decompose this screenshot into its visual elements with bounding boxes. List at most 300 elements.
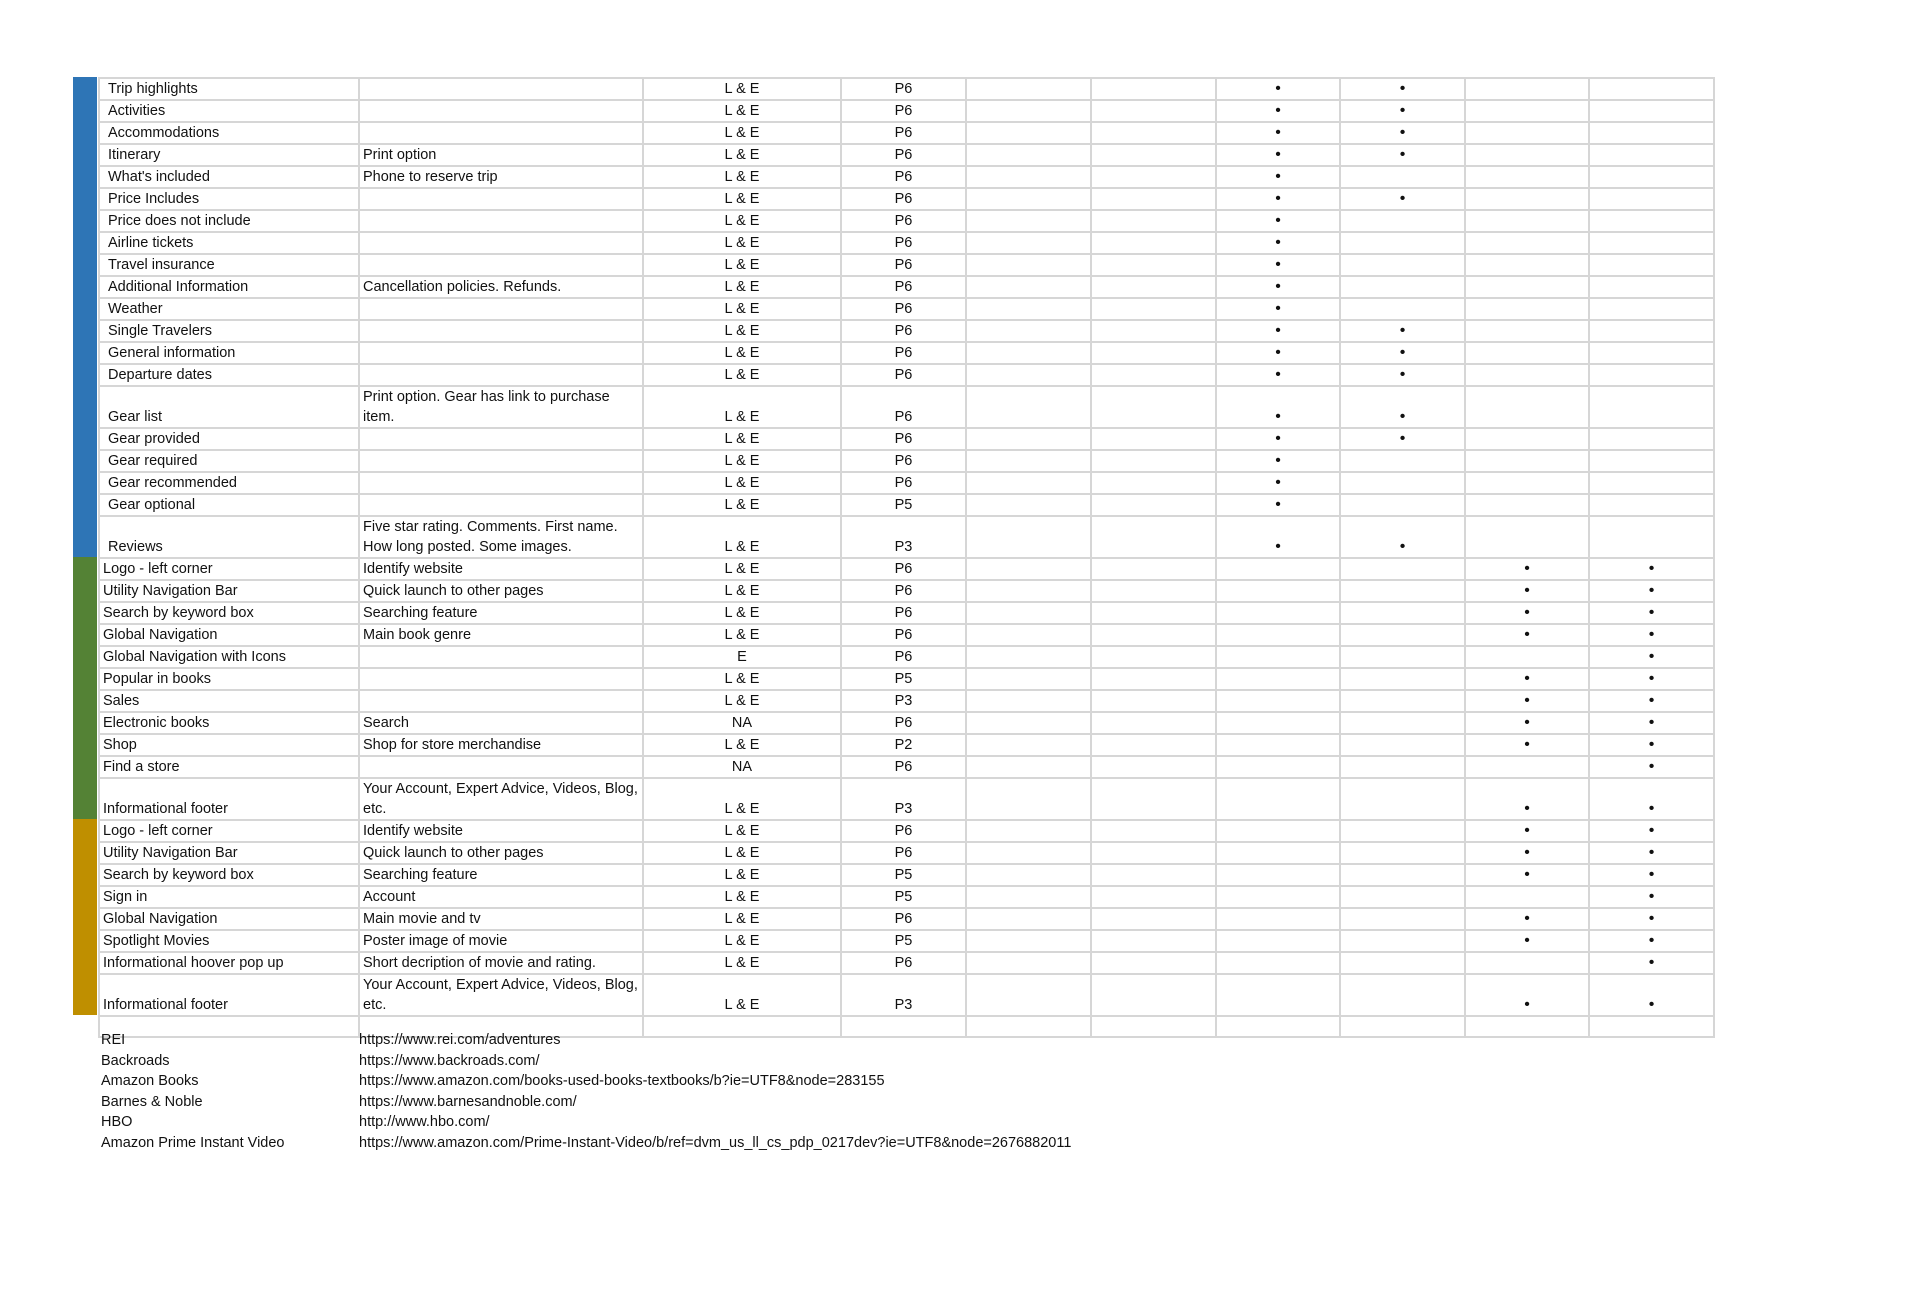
- mark-cell[interactable]: [1091, 100, 1216, 122]
- mark-cell[interactable]: [966, 756, 1091, 778]
- mark-cell[interactable]: [1465, 144, 1589, 166]
- mark-cell[interactable]: [1589, 494, 1714, 516]
- mark-cell[interactable]: [1091, 188, 1216, 210]
- mark-cell[interactable]: [966, 580, 1091, 602]
- type-cell[interactable]: L & E: [643, 690, 841, 712]
- priority-cell[interactable]: P6: [841, 386, 966, 428]
- mark-cell[interactable]: [1091, 472, 1216, 494]
- reference-url[interactable]: http://www.hbo.com/: [359, 1114, 490, 1130]
- mark-cell[interactable]: •: [1465, 580, 1589, 602]
- mark-cell[interactable]: [1465, 232, 1589, 254]
- description-cell[interactable]: Identify website: [359, 820, 643, 842]
- mark-cell[interactable]: [966, 276, 1091, 298]
- feature-cell[interactable]: Informational hoover pop up: [99, 952, 359, 974]
- type-cell[interactable]: L & E: [643, 668, 841, 690]
- priority-cell[interactable]: P6: [841, 188, 966, 210]
- mark-cell[interactable]: [1091, 820, 1216, 842]
- priority-cell[interactable]: P5: [841, 494, 966, 516]
- mark-cell[interactable]: [966, 820, 1091, 842]
- mark-cell[interactable]: •: [1465, 624, 1589, 646]
- description-cell[interactable]: [359, 320, 643, 342]
- mark-cell[interactable]: [966, 386, 1091, 428]
- priority-cell[interactable]: P6: [841, 276, 966, 298]
- priority-cell[interactable]: P6: [841, 450, 966, 472]
- priority-cell[interactable]: P6: [841, 952, 966, 974]
- description-cell[interactable]: Account: [359, 886, 643, 908]
- mark-cell[interactable]: [966, 210, 1091, 232]
- mark-cell[interactable]: •: [1216, 320, 1340, 342]
- reference-url[interactable]: https://www.barnesandnoble.com/: [359, 1093, 577, 1110]
- feature-cell[interactable]: Gear list: [99, 386, 359, 428]
- feature-cell[interactable]: Shop: [99, 734, 359, 756]
- mark-cell[interactable]: [1589, 78, 1714, 100]
- mark-cell[interactable]: [1091, 624, 1216, 646]
- mark-cell[interactable]: [1465, 364, 1589, 386]
- mark-cell[interactable]: [966, 624, 1091, 646]
- mark-cell[interactable]: [1091, 494, 1216, 516]
- mark-cell[interactable]: •: [1589, 930, 1714, 952]
- description-cell[interactable]: [359, 298, 643, 320]
- mark-cell[interactable]: [1091, 734, 1216, 756]
- priority-cell[interactable]: P6: [841, 342, 966, 364]
- mark-cell[interactable]: [1340, 166, 1465, 188]
- description-cell[interactable]: [359, 450, 643, 472]
- priority-cell[interactable]: P6: [841, 298, 966, 320]
- mark-cell[interactable]: [1465, 756, 1589, 778]
- mark-cell[interactable]: [1216, 712, 1340, 734]
- mark-cell[interactable]: [1216, 756, 1340, 778]
- mark-cell[interactable]: [1216, 690, 1340, 712]
- priority-cell[interactable]: P3: [841, 690, 966, 712]
- type-cell[interactable]: L & E: [643, 842, 841, 864]
- mark-cell[interactable]: •: [1340, 78, 1465, 100]
- mark-cell[interactable]: [1465, 386, 1589, 428]
- mark-cell[interactable]: [1091, 320, 1216, 342]
- priority-cell[interactable]: P5: [841, 668, 966, 690]
- mark-cell[interactable]: •: [1465, 602, 1589, 624]
- mark-cell[interactable]: [1091, 516, 1216, 558]
- mark-cell[interactable]: •: [1465, 908, 1589, 930]
- description-cell[interactable]: [359, 646, 643, 668]
- mark-cell[interactable]: [1340, 232, 1465, 254]
- mark-cell[interactable]: [1340, 472, 1465, 494]
- description-cell[interactable]: [359, 668, 643, 690]
- mark-cell[interactable]: [966, 558, 1091, 580]
- mark-cell[interactable]: •: [1340, 320, 1465, 342]
- mark-cell[interactable]: [1091, 778, 1216, 820]
- mark-cell[interactable]: [1340, 624, 1465, 646]
- mark-cell[interactable]: [1340, 886, 1465, 908]
- description-cell[interactable]: Main book genre: [359, 624, 643, 646]
- mark-cell[interactable]: [1465, 516, 1589, 558]
- mark-cell[interactable]: •: [1216, 386, 1340, 428]
- mark-cell[interactable]: •: [1340, 364, 1465, 386]
- mark-cell[interactable]: •: [1216, 516, 1340, 558]
- type-cell[interactable]: L & E: [643, 428, 841, 450]
- type-cell[interactable]: L & E: [643, 386, 841, 428]
- mark-cell[interactable]: [1340, 842, 1465, 864]
- mark-cell[interactable]: •: [1216, 364, 1340, 386]
- description-cell[interactable]: Searching feature: [359, 602, 643, 624]
- priority-cell[interactable]: P6: [841, 428, 966, 450]
- mark-cell[interactable]: •: [1465, 778, 1589, 820]
- type-cell[interactable]: L & E: [643, 580, 841, 602]
- mark-cell[interactable]: [1216, 646, 1340, 668]
- mark-cell[interactable]: [1465, 100, 1589, 122]
- priority-cell[interactable]: P3: [841, 778, 966, 820]
- mark-cell[interactable]: [1091, 712, 1216, 734]
- mark-cell[interactable]: [1465, 298, 1589, 320]
- description-cell[interactable]: Quick launch to other pages: [359, 580, 643, 602]
- feature-cell[interactable]: Trip highlights: [99, 78, 359, 100]
- type-cell[interactable]: L & E: [643, 254, 841, 276]
- mark-cell[interactable]: [1340, 756, 1465, 778]
- mark-cell[interactable]: [1091, 450, 1216, 472]
- priority-cell[interactable]: P6: [841, 908, 966, 930]
- mark-cell[interactable]: [1465, 276, 1589, 298]
- mark-cell[interactable]: [1465, 320, 1589, 342]
- type-cell[interactable]: NA: [643, 756, 841, 778]
- mark-cell[interactable]: •: [1340, 342, 1465, 364]
- mark-cell[interactable]: [1340, 210, 1465, 232]
- mark-cell[interactable]: •: [1216, 450, 1340, 472]
- mark-cell[interactable]: [966, 188, 1091, 210]
- reference-url[interactable]: https://www.amazon.com/Prime-Instant-Video/b/ref=dvm_us_ll_cs_pdp_0217dev?ie=UTF8&node=2676882011: [359, 1134, 1072, 1151]
- type-cell[interactable]: L & E: [643, 298, 841, 320]
- mark-cell[interactable]: [1216, 558, 1340, 580]
- description-cell[interactable]: Shop for store merchandise: [359, 734, 643, 756]
- mark-cell[interactable]: [1091, 428, 1216, 450]
- description-cell[interactable]: Searching feature: [359, 864, 643, 886]
- mark-cell[interactable]: [966, 450, 1091, 472]
- mark-cell[interactable]: •: [1589, 734, 1714, 756]
- feature-cell[interactable]: Global Navigation with Icons: [99, 646, 359, 668]
- mark-cell[interactable]: [966, 100, 1091, 122]
- mark-cell[interactable]: •: [1589, 778, 1714, 820]
- feature-cell[interactable]: Global Navigation: [99, 624, 359, 646]
- priority-cell[interactable]: P6: [841, 712, 966, 734]
- mark-cell[interactable]: [966, 602, 1091, 624]
- type-cell[interactable]: L & E: [643, 778, 841, 820]
- type-cell[interactable]: L & E: [643, 166, 841, 188]
- mark-cell[interactable]: [966, 494, 1091, 516]
- mark-cell[interactable]: [1465, 254, 1589, 276]
- mark-cell[interactable]: [966, 428, 1091, 450]
- type-cell[interactable]: L & E: [643, 320, 841, 342]
- mark-cell[interactable]: •: [1216, 188, 1340, 210]
- mark-cell[interactable]: [1589, 1016, 1714, 1037]
- priority-cell[interactable]: P6: [841, 254, 966, 276]
- mark-cell[interactable]: [1216, 580, 1340, 602]
- mark-cell[interactable]: [1216, 908, 1340, 930]
- priority-cell[interactable]: P6: [841, 210, 966, 232]
- feature-cell[interactable]: Price does not include: [99, 210, 359, 232]
- mark-cell[interactable]: [1465, 646, 1589, 668]
- mark-cell[interactable]: •: [1589, 842, 1714, 864]
- mark-cell[interactable]: [1091, 646, 1216, 668]
- priority-cell[interactable]: P6: [841, 100, 966, 122]
- mark-cell[interactable]: [966, 668, 1091, 690]
- mark-cell[interactable]: [1340, 778, 1465, 820]
- description-cell[interactable]: [359, 756, 643, 778]
- priority-cell[interactable]: P6: [841, 602, 966, 624]
- mark-cell[interactable]: [966, 712, 1091, 734]
- mark-cell[interactable]: [1091, 864, 1216, 886]
- type-cell[interactable]: E: [643, 646, 841, 668]
- mark-cell[interactable]: •: [1589, 668, 1714, 690]
- description-cell[interactable]: [359, 494, 643, 516]
- type-cell[interactable]: L & E: [643, 886, 841, 908]
- description-cell[interactable]: Print option. Gear has link to purchase item.: [359, 386, 643, 428]
- type-cell[interactable]: L & E: [643, 364, 841, 386]
- mark-cell[interactable]: [1340, 298, 1465, 320]
- mark-cell[interactable]: [1589, 276, 1714, 298]
- mark-cell[interactable]: •: [1340, 188, 1465, 210]
- mark-cell[interactable]: •: [1340, 516, 1465, 558]
- mark-cell[interactable]: [1340, 690, 1465, 712]
- feature-cell[interactable]: Utility Navigation Bar: [99, 842, 359, 864]
- feature-cell[interactable]: Departure dates: [99, 364, 359, 386]
- description-cell[interactable]: [359, 100, 643, 122]
- feature-cell[interactable]: Popular in books: [99, 668, 359, 690]
- feature-cell[interactable]: Find a store: [99, 756, 359, 778]
- mark-cell[interactable]: [1589, 320, 1714, 342]
- mark-cell[interactable]: [966, 78, 1091, 100]
- type-cell[interactable]: L & E: [643, 122, 841, 144]
- mark-cell[interactable]: [966, 298, 1091, 320]
- mark-cell[interactable]: [966, 974, 1091, 1016]
- mark-cell[interactable]: [966, 734, 1091, 756]
- mark-cell[interactable]: [1340, 276, 1465, 298]
- description-cell[interactable]: Identify website: [359, 558, 643, 580]
- feature-cell[interactable]: Spotlight Movies: [99, 930, 359, 952]
- mark-cell[interactable]: [1340, 494, 1465, 516]
- mark-cell[interactable]: •: [1465, 842, 1589, 864]
- mark-cell[interactable]: [1091, 952, 1216, 974]
- mark-cell[interactable]: •: [1589, 864, 1714, 886]
- mark-cell[interactable]: •: [1216, 144, 1340, 166]
- mark-cell[interactable]: [966, 516, 1091, 558]
- type-cell[interactable]: L & E: [643, 864, 841, 886]
- mark-cell[interactable]: [1091, 602, 1216, 624]
- mark-cell[interactable]: [966, 646, 1091, 668]
- mark-cell[interactable]: [1340, 668, 1465, 690]
- feature-cell[interactable]: Logo - left corner: [99, 820, 359, 842]
- mark-cell[interactable]: [966, 364, 1091, 386]
- mark-cell[interactable]: [1340, 450, 1465, 472]
- priority-cell[interactable]: P5: [841, 886, 966, 908]
- mark-cell[interactable]: [1589, 342, 1714, 364]
- mark-cell[interactable]: [1589, 144, 1714, 166]
- description-cell[interactable]: Print option: [359, 144, 643, 166]
- mark-cell[interactable]: [1589, 166, 1714, 188]
- mark-cell[interactable]: [1340, 734, 1465, 756]
- description-cell[interactable]: [359, 342, 643, 364]
- mark-cell[interactable]: [1465, 472, 1589, 494]
- feature-cell[interactable]: Airline tickets: [99, 232, 359, 254]
- mark-cell[interactable]: •: [1589, 602, 1714, 624]
- reference-url[interactable]: https://www.amazon.com/books-used-books-textbooks/b?ie=UTF8&node=283155: [359, 1073, 885, 1089]
- mark-cell[interactable]: •: [1465, 930, 1589, 952]
- description-cell[interactable]: Your Account, Expert Advice, Videos, Blog, etc.: [359, 778, 643, 820]
- feature-cell[interactable]: Global Navigation: [99, 908, 359, 930]
- type-cell[interactable]: L & E: [643, 558, 841, 580]
- mark-cell[interactable]: [1589, 100, 1714, 122]
- mark-cell[interactable]: •: [1216, 166, 1340, 188]
- mark-cell[interactable]: [1465, 952, 1589, 974]
- feature-cell[interactable]: Reviews: [99, 516, 359, 558]
- mark-cell[interactable]: [966, 254, 1091, 276]
- mark-cell[interactable]: •: [1216, 494, 1340, 516]
- priority-cell[interactable]: P6: [841, 842, 966, 864]
- type-cell[interactable]: L & E: [643, 144, 841, 166]
- feature-cell[interactable]: Gear provided: [99, 428, 359, 450]
- mark-cell[interactable]: [1340, 646, 1465, 668]
- mark-cell[interactable]: •: [1465, 974, 1589, 1016]
- mark-cell[interactable]: [1589, 516, 1714, 558]
- priority-cell[interactable]: P6: [841, 232, 966, 254]
- feature-cell[interactable]: Price Includes: [99, 188, 359, 210]
- mark-cell[interactable]: [1216, 668, 1340, 690]
- mark-cell[interactable]: [1216, 602, 1340, 624]
- feature-cell[interactable]: Utility Navigation Bar: [99, 580, 359, 602]
- mark-cell[interactable]: [1465, 210, 1589, 232]
- feature-cell[interactable]: Informational footer: [99, 778, 359, 820]
- mark-cell[interactable]: •: [1465, 712, 1589, 734]
- priority-cell[interactable]: P5: [841, 930, 966, 952]
- mark-cell[interactable]: •: [1589, 820, 1714, 842]
- priority-cell[interactable]: P6: [841, 364, 966, 386]
- mark-cell[interactable]: •: [1589, 756, 1714, 778]
- mark-cell[interactable]: [1091, 78, 1216, 100]
- mark-cell[interactable]: [1465, 1016, 1589, 1037]
- mark-cell[interactable]: [1589, 188, 1714, 210]
- mark-cell[interactable]: [1216, 820, 1340, 842]
- mark-cell[interactable]: •: [1216, 428, 1340, 450]
- priority-cell[interactable]: P6: [841, 78, 966, 100]
- type-cell[interactable]: L & E: [643, 276, 841, 298]
- mark-cell[interactable]: [1340, 952, 1465, 974]
- mark-cell[interactable]: •: [1216, 254, 1340, 276]
- mark-cell[interactable]: [1216, 1016, 1340, 1037]
- mark-cell[interactable]: [1340, 930, 1465, 952]
- mark-cell[interactable]: [966, 232, 1091, 254]
- description-cell[interactable]: [359, 254, 643, 276]
- mark-cell[interactable]: •: [1340, 122, 1465, 144]
- type-cell[interactable]: NA: [643, 712, 841, 734]
- description-cell[interactable]: [359, 690, 643, 712]
- mark-cell[interactable]: •: [1216, 342, 1340, 364]
- mark-cell[interactable]: [1589, 450, 1714, 472]
- mark-cell[interactable]: [966, 908, 1091, 930]
- mark-cell[interactable]: [1091, 974, 1216, 1016]
- mark-cell[interactable]: •: [1465, 820, 1589, 842]
- mark-cell[interactable]: [1465, 428, 1589, 450]
- mark-cell[interactable]: •: [1216, 276, 1340, 298]
- mark-cell[interactable]: •: [1216, 472, 1340, 494]
- priority-cell[interactable]: P6: [841, 122, 966, 144]
- feature-cell[interactable]: Accommodations: [99, 122, 359, 144]
- description-cell[interactable]: [359, 78, 643, 100]
- mark-cell[interactable]: [1465, 342, 1589, 364]
- mark-cell[interactable]: •: [1589, 952, 1714, 974]
- description-cell[interactable]: [359, 428, 643, 450]
- type-cell[interactable]: L & E: [643, 602, 841, 624]
- type-cell[interactable]: L & E: [643, 930, 841, 952]
- mark-cell[interactable]: [1340, 254, 1465, 276]
- priority-cell[interactable]: P6: [841, 558, 966, 580]
- reference-url[interactable]: https://www.backroads.com/: [359, 1052, 540, 1069]
- mark-cell[interactable]: [1091, 166, 1216, 188]
- feature-cell[interactable]: Gear recommended: [99, 472, 359, 494]
- mark-cell[interactable]: •: [1216, 210, 1340, 232]
- mark-cell[interactable]: [966, 952, 1091, 974]
- mark-cell[interactable]: [1589, 386, 1714, 428]
- reference-url[interactable]: https://www.rei.com/adventures: [359, 1032, 561, 1048]
- mark-cell[interactable]: [1091, 908, 1216, 930]
- mark-cell[interactable]: [1216, 952, 1340, 974]
- description-cell[interactable]: Cancellation policies. Refunds.: [359, 276, 643, 298]
- mark-cell[interactable]: [1091, 580, 1216, 602]
- feature-cell[interactable]: Logo - left corner: [99, 558, 359, 580]
- feature-cell[interactable]: Sales: [99, 690, 359, 712]
- mark-cell[interactable]: [1589, 364, 1714, 386]
- priority-cell[interactable]: P3: [841, 516, 966, 558]
- mark-cell[interactable]: [1091, 122, 1216, 144]
- description-cell[interactable]: Poster image of movie: [359, 930, 643, 952]
- mark-cell[interactable]: [966, 144, 1091, 166]
- mark-cell[interactable]: •: [1589, 580, 1714, 602]
- mark-cell[interactable]: [1589, 210, 1714, 232]
- mark-cell[interactable]: •: [1589, 624, 1714, 646]
- mark-cell[interactable]: •: [1340, 144, 1465, 166]
- type-cell[interactable]: L & E: [643, 472, 841, 494]
- mark-cell[interactable]: [1091, 298, 1216, 320]
- mark-cell[interactable]: [1091, 1016, 1216, 1037]
- mark-cell[interactable]: [1091, 276, 1216, 298]
- mark-cell[interactable]: •: [1465, 864, 1589, 886]
- mark-cell[interactable]: [1091, 232, 1216, 254]
- feature-cell[interactable]: Informational footer: [99, 974, 359, 1016]
- description-cell[interactable]: [359, 364, 643, 386]
- priority-cell[interactable]: P6: [841, 166, 966, 188]
- mark-cell[interactable]: [1091, 690, 1216, 712]
- mark-cell[interactable]: [1465, 886, 1589, 908]
- mark-cell[interactable]: [966, 842, 1091, 864]
- mark-cell[interactable]: [1465, 188, 1589, 210]
- mark-cell[interactable]: •: [1216, 78, 1340, 100]
- mark-cell[interactable]: •: [1465, 690, 1589, 712]
- mark-cell[interactable]: •: [1340, 100, 1465, 122]
- mark-cell[interactable]: •: [1589, 646, 1714, 668]
- mark-cell[interactable]: [1091, 558, 1216, 580]
- type-cell[interactable]: L & E: [643, 516, 841, 558]
- mark-cell[interactable]: [1216, 624, 1340, 646]
- mark-cell[interactable]: •: [1340, 428, 1465, 450]
- priority-cell[interactable]: P6: [841, 472, 966, 494]
- type-cell[interactable]: L & E: [643, 494, 841, 516]
- priority-cell[interactable]: P6: [841, 320, 966, 342]
- mark-cell[interactable]: [1091, 886, 1216, 908]
- mark-cell[interactable]: •: [1216, 232, 1340, 254]
- mark-cell[interactable]: •: [1589, 974, 1714, 1016]
- mark-cell[interactable]: [1340, 820, 1465, 842]
- mark-cell[interactable]: [1216, 778, 1340, 820]
- mark-cell[interactable]: [1340, 908, 1465, 930]
- description-cell[interactable]: [359, 188, 643, 210]
- feature-cell[interactable]: Itinerary: [99, 144, 359, 166]
- mark-cell[interactable]: [966, 864, 1091, 886]
